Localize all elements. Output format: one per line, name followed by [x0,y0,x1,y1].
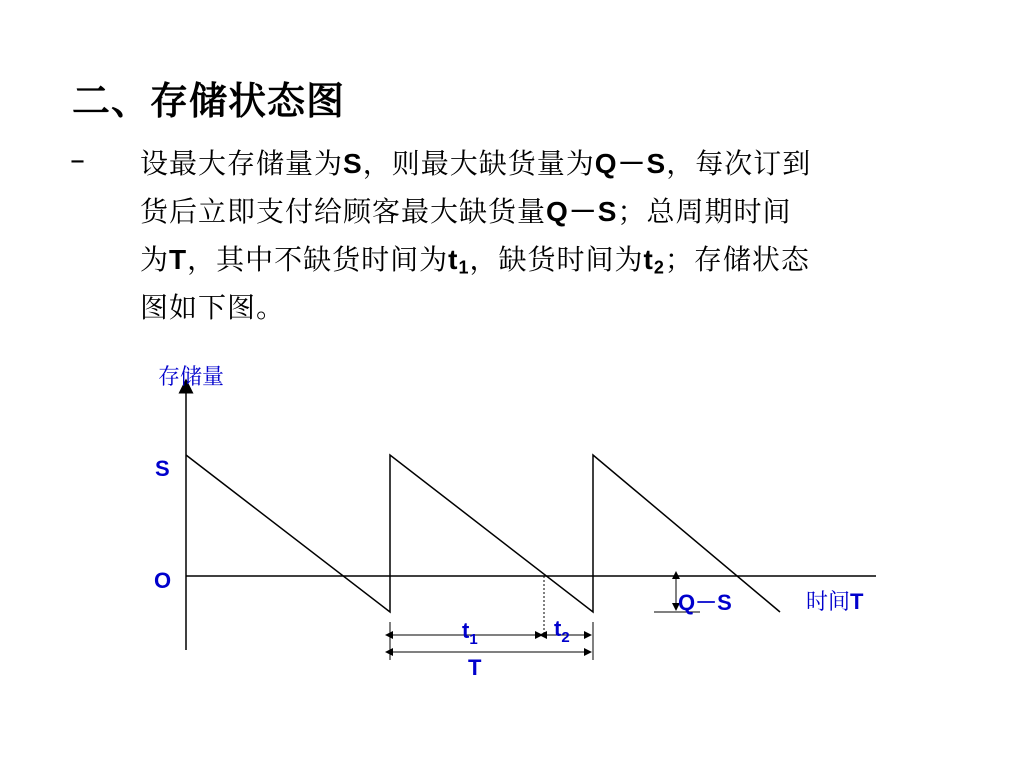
label-t1-t: t [462,618,470,643]
symbol-Q-S: Q－S [546,196,618,227]
symbol-Q-S: Q－S [594,148,667,179]
x-axis-label-T: T [850,589,864,614]
text: 图如下图。 [140,291,286,324]
subscript-1: 1 [458,257,470,278]
label-t2-sub: 2 [561,629,570,646]
label-t2-t: t [554,616,562,641]
text: ，缺货时间为 [469,243,644,276]
slide-title: 二、存储状态图 [72,79,346,123]
label-t1-sub: 1 [469,631,478,648]
text: 货后立即支付给顾客最大缺货量 [140,195,547,228]
y-axis-label: 存储量 [158,365,225,390]
x-axis-label [806,589,864,615]
label-t2 [554,616,570,646]
bullet-dash: – [70,143,85,178]
symbol-S: S [343,148,363,179]
text: ，则最大缺货量为 [362,147,595,180]
label-t1 [462,618,478,648]
text: ；存储状态 [664,243,810,276]
symbol-t: t [643,244,654,275]
label-O: O [154,568,172,593]
symbol-t: t [448,244,459,275]
label-S: S [155,456,170,481]
text: ；总周期时间 [617,195,792,228]
text: 为 [140,243,170,276]
text: ，每次订到 [666,147,812,180]
subscript-2: 2 [653,257,665,278]
text: ，其中不缺货时间为 [187,243,449,276]
symbol-T: T [169,244,188,275]
inventory-sawtooth-line [186,455,780,612]
x-axis-label-text: 时间 [806,590,851,615]
label-T: T [468,655,482,680]
label-Q-S: Q－S [678,590,732,615]
text: 设最大存储量为 [140,147,344,180]
